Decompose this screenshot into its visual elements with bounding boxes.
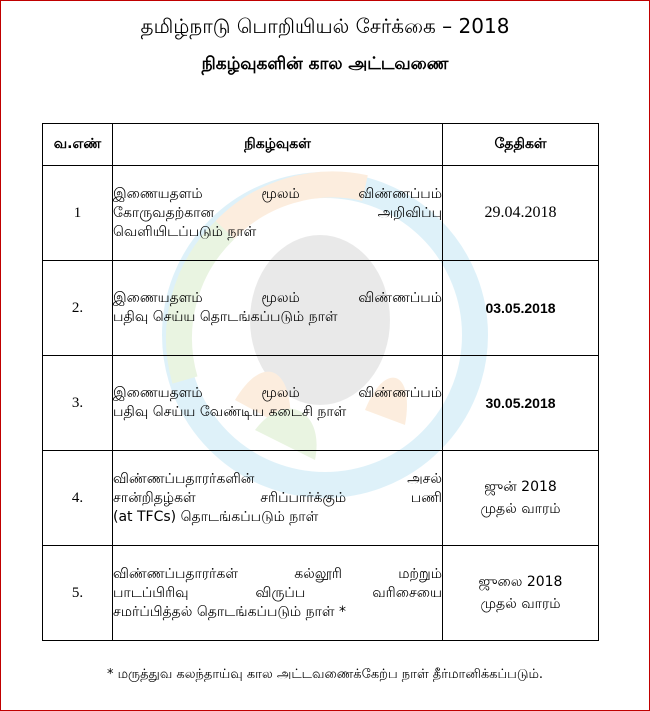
event-cell: [113, 166, 443, 261]
event-line: இணையதளம் மூலம் விண்ணப்பம்: [113, 385, 442, 401]
event-line: இணையதளம் மூலம் விண்ணப்பம்: [113, 290, 442, 306]
table-header-row: [43, 124, 599, 166]
column-header-serial: வ.எண்: [43, 124, 113, 166]
footnote: * மருத்துவ கலந்தாய்வு கால அட்டவணைக்கேற்ப நாள் தீர்மானிக்கப்படும்.: [106, 667, 544, 682]
event-line: விண்ணப்பதாரர்களின் அசல்: [113, 470, 442, 487]
event-cell: [113, 356, 443, 451]
page-subtitle: நிகழ்வுகளின் கால அட்டவணை: [201, 54, 449, 74]
date-qualifier: முதல் வாரம்: [480, 596, 561, 612]
date-value: ஜுன் 2018: [484, 479, 557, 495]
schedule-table: [42, 123, 599, 641]
event-cell: [113, 451, 443, 546]
row-number: 4.: [43, 451, 113, 546]
event-line: பதிவு செய்ய தொடங்கப்படும் நாள்: [113, 309, 338, 325]
table-row: [43, 261, 599, 356]
date-value: ஜுலை 2018: [478, 574, 563, 590]
date-cell: [443, 261, 599, 356]
date-cell: [443, 546, 599, 641]
event-cell: [113, 261, 443, 356]
row-number: 3.: [43, 356, 113, 451]
event-line: (at TFCs) தொடங்கப்படும் நாள்: [113, 508, 319, 525]
column-header-events: நிகழ்வுகள்: [113, 124, 443, 166]
table-row: [43, 546, 599, 641]
row-number: 1: [43, 166, 113, 261]
date-value: 30.05.2018: [485, 394, 556, 411]
date-value: 29.04.2018: [484, 204, 557, 221]
event-line: கோருவதற்கான அறிவிப்பு: [113, 204, 442, 221]
event-line: இணையதளம் மூலம் விண்ணப்பம்: [113, 185, 442, 202]
table-row: [43, 166, 599, 261]
event-line: பதிவு செய்ய வேண்டிய கடைசி நாள்: [113, 404, 347, 420]
column-header-dates: தேதிகள்: [443, 124, 599, 166]
date-cell: [443, 451, 599, 546]
event-line: சமர்ப்பித்தல் தொடங்கப்படும் நாள் *: [113, 603, 346, 620]
event-line: விண்ணப்பதாரர்கள் கல்லூரி மற்றும்: [113, 565, 442, 582]
event-cell: [113, 546, 443, 641]
date-qualifier: முதல் வாரம்: [480, 501, 561, 517]
date-cell: [443, 166, 599, 261]
date-cell: [443, 356, 599, 451]
row-number: 2.: [43, 261, 113, 356]
table-row: [43, 451, 599, 546]
event-line: வெளியிடப்படும் நாள்: [113, 223, 257, 240]
row-number: 5.: [43, 546, 113, 641]
event-line: சான்றிதழ்கள் சரிப்பார்க்கும் பணி: [113, 489, 442, 506]
page-title: தமிழ்நாடு பொறியியல் சேர்க்கை – 2018: [140, 14, 510, 38]
event-line: பாடப்பிரிவு விருப்ப வரிசையை: [113, 584, 442, 601]
table-row: [43, 356, 599, 451]
date-value: 03.05.2018: [485, 299, 556, 316]
